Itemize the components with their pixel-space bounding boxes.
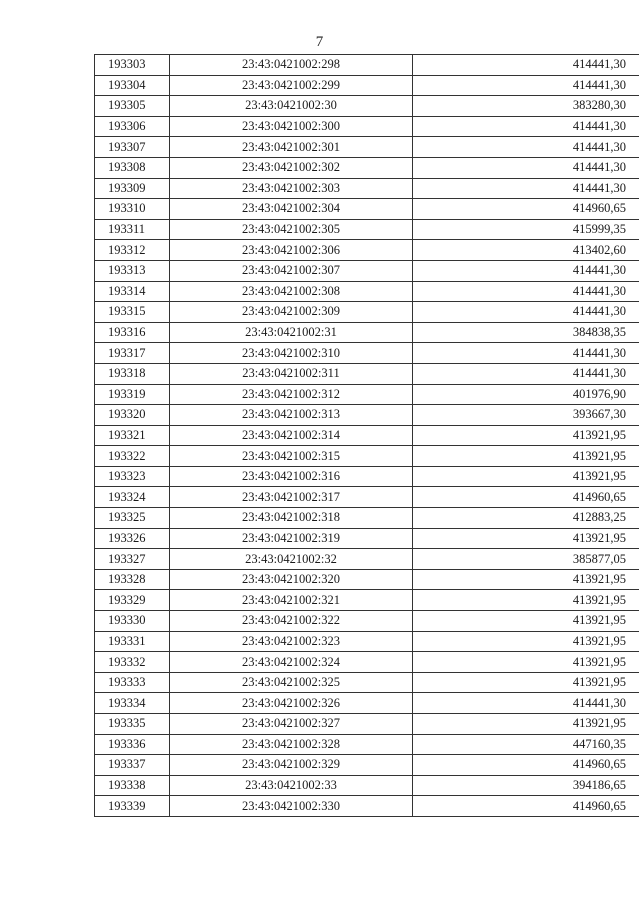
cadastral-number-cell: 23:43:0421002:298: [170, 55, 413, 76]
cadastral-value-cell: 413921,95: [413, 466, 639, 487]
table-row: [95, 652, 639, 673]
cadastral-value-cell: 447160,35: [413, 734, 639, 755]
cadastral-number-cell: 23:43:0421002:319: [170, 528, 413, 549]
cadastral-number-cell: 23:43:0421002:321: [170, 590, 413, 611]
table-row: [95, 446, 639, 467]
cadastral-value-cell: 394186,65: [413, 775, 639, 796]
cadastral-value-cell: 413921,95: [413, 611, 639, 632]
table-row: [95, 528, 639, 549]
table-row: [95, 755, 639, 776]
cadastral-value-cell: 413921,95: [413, 425, 639, 446]
table-row: [95, 425, 639, 446]
row-number-cell: 193334: [95, 693, 170, 714]
cadastral-number-cell: 23:43:0421002:303: [170, 178, 413, 199]
table-row: [95, 590, 639, 611]
table-row: [95, 796, 639, 817]
table-row: [95, 384, 639, 405]
row-number-cell: 193305: [95, 96, 170, 117]
cadastral-number-cell: 23:43:0421002:326: [170, 693, 413, 714]
table-row: [95, 569, 639, 590]
table-row: [95, 405, 639, 426]
table-row: [95, 157, 639, 178]
row-number-cell: 193311: [95, 219, 170, 240]
cadastral-value-cell: 413921,95: [413, 569, 639, 590]
row-number-cell: 193328: [95, 569, 170, 590]
cadastral-value-cell: 413921,95: [413, 672, 639, 693]
cadastral-value-cell: 415999,35: [413, 219, 639, 240]
cadastral-number-cell: 23:43:0421002:299: [170, 75, 413, 96]
cadastral-value-cell: 414441,30: [413, 116, 639, 137]
cadastral-value-cell: 414441,30: [413, 302, 639, 323]
table-row: [95, 693, 639, 714]
table-row: [95, 775, 639, 796]
table-body: [95, 55, 639, 817]
row-number-cell: 193315: [95, 302, 170, 323]
row-number-cell: 193325: [95, 508, 170, 529]
cadastral-value-cell: 413921,95: [413, 590, 639, 611]
table-row: [95, 508, 639, 529]
cadastral-value-cell: 414960,65: [413, 796, 639, 817]
row-number-cell: 193313: [95, 260, 170, 281]
cadastral-number-cell: 23:43:0421002:324: [170, 652, 413, 673]
cadastral-number-cell: 23:43:0421002:304: [170, 199, 413, 220]
cadastral-number-cell: 23:43:0421002:314: [170, 425, 413, 446]
table-row: [95, 199, 639, 220]
cadastral-value-cell: 413402,60: [413, 240, 639, 261]
cadastral-number-cell: 23:43:0421002:328: [170, 734, 413, 755]
row-number-cell: 193329: [95, 590, 170, 611]
row-number-cell: 193326: [95, 528, 170, 549]
cadastral-number-cell: 23:43:0421002:308: [170, 281, 413, 302]
row-number-cell: 193307: [95, 137, 170, 158]
cadastral-value-cell: 414441,30: [413, 75, 639, 96]
table-row: [95, 322, 639, 343]
row-number-cell: 193335: [95, 714, 170, 735]
table-row: [95, 260, 639, 281]
cadastral-number-cell: 23:43:0421002:301: [170, 137, 413, 158]
row-number-cell: 193337: [95, 755, 170, 776]
row-number-cell: 193333: [95, 672, 170, 693]
row-number-cell: 193338: [95, 775, 170, 796]
cadastral-number-cell: 23:43:0421002:325: [170, 672, 413, 693]
row-number-cell: 193303: [95, 55, 170, 76]
cadastral-number-cell: 23:43:0421002:33: [170, 775, 413, 796]
cadastral-number-cell: 23:43:0421002:317: [170, 487, 413, 508]
row-number-cell: 193331: [95, 631, 170, 652]
row-number-cell: 193336: [95, 734, 170, 755]
table-row: [95, 281, 639, 302]
table-row: [95, 302, 639, 323]
row-number-cell: 193320: [95, 405, 170, 426]
cadastral-value-cell: 414960,65: [413, 199, 639, 220]
table-row: [95, 219, 639, 240]
cadastral-number-cell: 23:43:0421002:305: [170, 219, 413, 240]
cadastral-value-cell: 414441,30: [413, 693, 639, 714]
cadastral-number-cell: 23:43:0421002:307: [170, 260, 413, 281]
row-number-cell: 193309: [95, 178, 170, 199]
cadastral-number-cell: 23:43:0421002:310: [170, 343, 413, 364]
cadastral-value-cell: 413921,95: [413, 714, 639, 735]
table-row: [95, 96, 639, 117]
row-number-cell: 193316: [95, 322, 170, 343]
cadastral-number-cell: 23:43:0421002:323: [170, 631, 413, 652]
cadastral-number-cell: 23:43:0421002:322: [170, 611, 413, 632]
cadastral-number-cell: 23:43:0421002:320: [170, 569, 413, 590]
table-row: [95, 363, 639, 384]
cadastral-number-cell: 23:43:0421002:302: [170, 157, 413, 178]
cadastral-value-cell: 393667,30: [413, 405, 639, 426]
cadastral-value-cell: 414441,30: [413, 157, 639, 178]
row-number-cell: 193318: [95, 363, 170, 384]
cadastral-value-cell: 383280,30: [413, 96, 639, 117]
cadastral-number-cell: 23:43:0421002:32: [170, 549, 413, 570]
row-number-cell: 193319: [95, 384, 170, 405]
cadastral-value-cell: 414441,30: [413, 281, 639, 302]
cadastral-value-cell: 413921,95: [413, 652, 639, 673]
table-row: [95, 178, 639, 199]
cadastral-number-cell: 23:43:0421002:316: [170, 466, 413, 487]
cadastral-number-cell: 23:43:0421002:311: [170, 363, 413, 384]
cadastral-value-table: [94, 54, 639, 817]
cadastral-value-cell: 414441,30: [413, 178, 639, 199]
cadastral-value-cell: 414441,30: [413, 55, 639, 76]
cadastral-number-cell: 23:43:0421002:300: [170, 116, 413, 137]
table-row: [95, 631, 639, 652]
cadastral-value-cell: 414441,30: [413, 343, 639, 364]
table-row: [95, 734, 639, 755]
row-number-cell: 193323: [95, 466, 170, 487]
cadastral-value-cell: 413921,95: [413, 446, 639, 467]
row-number-cell: 193330: [95, 611, 170, 632]
table-row: [95, 611, 639, 632]
cadastral-number-cell: 23:43:0421002:31: [170, 322, 413, 343]
row-number-cell: 193324: [95, 487, 170, 508]
cadastral-number-cell: 23:43:0421002:309: [170, 302, 413, 323]
table-row: [95, 466, 639, 487]
table-row: [95, 55, 639, 76]
row-number-cell: 193339: [95, 796, 170, 817]
cadastral-value-cell: 385877,05: [413, 549, 639, 570]
cadastral-value-cell: 414441,30: [413, 260, 639, 281]
row-number-cell: 193322: [95, 446, 170, 467]
row-number-cell: 193304: [95, 75, 170, 96]
cadastral-number-cell: 23:43:0421002:30: [170, 96, 413, 117]
cadastral-number-cell: 23:43:0421002:315: [170, 446, 413, 467]
cadastral-value-cell: 414441,30: [413, 363, 639, 384]
cadastral-value-cell: 414441,30: [413, 137, 639, 158]
row-number-cell: 193308: [95, 157, 170, 178]
row-number-cell: 193327: [95, 549, 170, 570]
row-number-cell: 193310: [95, 199, 170, 220]
cadastral-value-cell: 384838,35: [413, 322, 639, 343]
cadastral-value-cell: 401976,90: [413, 384, 639, 405]
table-row: [95, 487, 639, 508]
cadastral-value-cell: 414960,65: [413, 487, 639, 508]
cadastral-value-cell: 414960,65: [413, 755, 639, 776]
cadastral-number-cell: 23:43:0421002:330: [170, 796, 413, 817]
table-row: [95, 240, 639, 261]
row-number-cell: 193312: [95, 240, 170, 261]
cadastral-number-cell: 23:43:0421002:327: [170, 714, 413, 735]
table-row: [95, 137, 639, 158]
row-number-cell: 193314: [95, 281, 170, 302]
cadastral-value-cell: 412883,25: [413, 508, 639, 529]
row-number-cell: 193321: [95, 425, 170, 446]
cadastral-value-cell: 413921,95: [413, 528, 639, 549]
cadastral-number-cell: 23:43:0421002:312: [170, 384, 413, 405]
table-row: [95, 549, 639, 570]
table-row: [95, 714, 639, 735]
page-number: 7: [315, 34, 324, 50]
table-row: [95, 343, 639, 364]
row-number-cell: 193317: [95, 343, 170, 364]
cadastral-number-cell: 23:43:0421002:306: [170, 240, 413, 261]
row-number-cell: 193306: [95, 116, 170, 137]
cadastral-value-cell: 413921,95: [413, 631, 639, 652]
cadastral-number-cell: 23:43:0421002:313: [170, 405, 413, 426]
row-number-cell: 193332: [95, 652, 170, 673]
table-row: [95, 672, 639, 693]
cadastral-number-cell: 23:43:0421002:318: [170, 508, 413, 529]
table-row: [95, 116, 639, 137]
cadastral-number-cell: 23:43:0421002:329: [170, 755, 413, 776]
table-row: [95, 75, 639, 96]
